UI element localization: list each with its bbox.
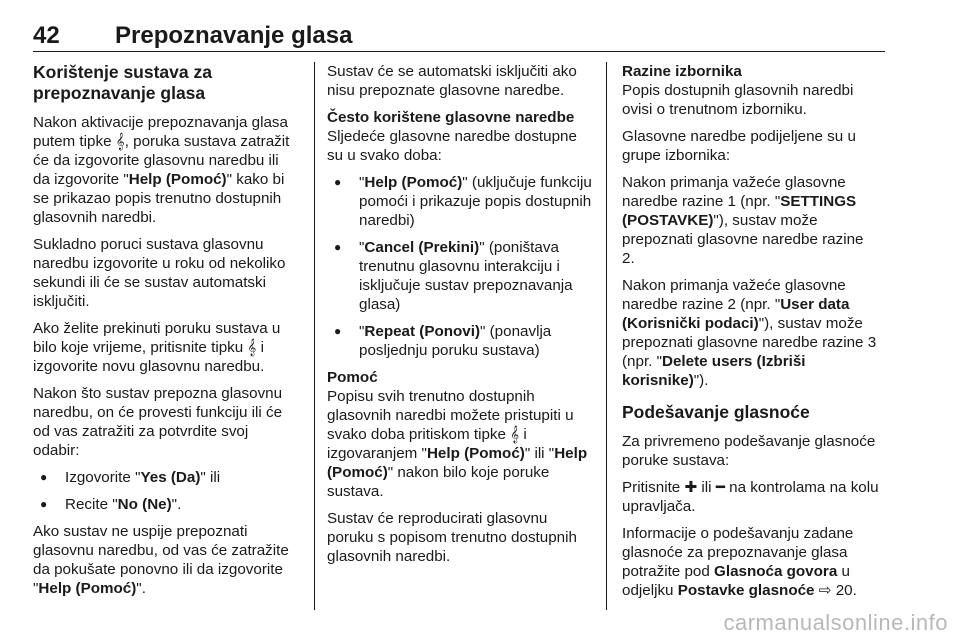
column-1: [33, 62, 295, 606]
paragraph: Ako želite prekinuti poruku sustava u bilo koje vrijeme, pritisnite tipku 𝄞 i izgovorite novu glasovnu naredbu.: [33, 320, 281, 375]
subheading-menu-levels: Razine izbornika: [622, 63, 742, 80]
paragraph: Sustav će reproducirati glasovnu poruku s popisom trenutno dostupnih glasovnih naredbi.: [327, 510, 577, 565]
list-item: ● Recite "No (Ne)".: [33, 495, 295, 514]
paragraph: Sustav će se automatski isključiti ako nisu prepoznate glasovne naredbe.: [327, 63, 577, 99]
column-divider-1: [314, 62, 315, 610]
paragraph: Nakon aktivacije prepoznavanja glasa putem tipke 𝄞, poruka sustava zatražit će da izgovorite glasovnu naredbu ili da izgovorite "Help (Pomoć)" kako bi se prikazao popis trenutno dostupnih glasovnih naredbi.: [33, 114, 290, 226]
bullet-list: [327, 173, 593, 360]
paragraph: Popisu svih trenutno dostupnih glasovnih naredbi možete pristupiti u svako doba pritiskom tipke 𝄞 i izgovaranjem "Help (Pomoć)" ili "Help (Pomoć)" nakon bilo koje poruke sustava.: [327, 388, 588, 500]
list-item: ● "Help (Pomoć)" (uključuje funkciju pomoći i prikazuje popis dostupnih naredbi): [327, 173, 593, 230]
page-number: 42: [33, 22, 60, 49]
paragraph: Za privremeno podešavanje glasnoće poruke sustava:: [622, 433, 876, 469]
column-2: [327, 62, 593, 574]
paragraph: Sukladno poruci sustava glasovnu naredbu izgovorite u roku od nekoliko sekundi ili će se sustav automatski isključiti.: [33, 236, 286, 310]
paragraph: Nakon primanja važeće glasovne naredbe razine 2 (npr. "User data (Korisnički podaci)"), sustav može prepoznati glasovne naredbe razine 3 (npr. "Delete users (Izbriši korisnike)").: [622, 277, 877, 389]
paragraph: Ako sustav ne uspije prepoznati glasovnu naredbu, od vas će zatražite da pokušate ponovno ili da izgovorite "Help (Pomoć)".: [33, 523, 289, 597]
paragraph: Nakon što sustav prepozna glasovnu naredbu, on će provesti funkciju ili će od vas zatražiti za potvrdite svoj odabir:: [33, 385, 283, 459]
paragraph: Glasovne naredbe podijeljene su u grupe izbornika:: [622, 128, 856, 164]
section-heading-voice-usage: Korištenje sustava za prepoznavanje glasa: [33, 62, 212, 103]
paragraph: Nakon primanja važeće glasovne naredbe razine 1 (npr. "SETTINGS (POSTAVKE)"), sustav može prepoznati glasovne naredbe razine 2.: [622, 174, 864, 267]
column-divider-2: [606, 62, 607, 610]
minus-icon: ━: [715, 479, 725, 496]
plus-icon: ✚: [684, 479, 698, 496]
paragraph: Pritisnite ✚ ili ━ na kontrolama na kolu upravljača.: [622, 479, 879, 515]
subheading-common-commands: Često korištene glasovne naredbe: [327, 109, 575, 126]
watermark: carmanualsonline.info: [723, 610, 948, 635]
paragraph: Popis dostupnih glasovnih naredbi ovisi o trenutnom izborniku.: [622, 82, 854, 118]
paragraph: Sljedeće glasovne naredbe dostupne su u svako doba:: [327, 128, 577, 164]
header-rule: [33, 51, 885, 52]
page-header: [33, 18, 885, 48]
voice-icon: 𝄞: [247, 339, 257, 356]
bullet-list: [33, 468, 295, 514]
list-item: ● "Repeat (Ponovi)" (ponavlja posljednju poruku sustava): [327, 322, 593, 360]
paragraph: Informacije o podešavanju zadane glasnoće za prepoznavanje glasa potražite pod Glasnoća govora u odjeljku Postavke glasnoće ⇨ 20.: [622, 525, 857, 599]
voice-icon: 𝄞: [510, 426, 520, 443]
list-item: ● Izgovorite "Yes (Da)" ili: [33, 468, 295, 487]
section-heading-volume: Podešavanje glasnoće: [622, 402, 810, 422]
page-title: Prepoznavanje glasa: [115, 22, 353, 49]
list-item: ● "Cancel (Prekini)" (poništava trenutnu glasovnu interakciju i isključuje sustav prepoznavanja glasa): [327, 238, 593, 314]
voice-icon: 𝄞: [115, 133, 125, 150]
column-3: [622, 62, 880, 608]
arrow-icon: ⇨: [818, 582, 832, 599]
subheading-help: Pomoć: [327, 369, 378, 386]
